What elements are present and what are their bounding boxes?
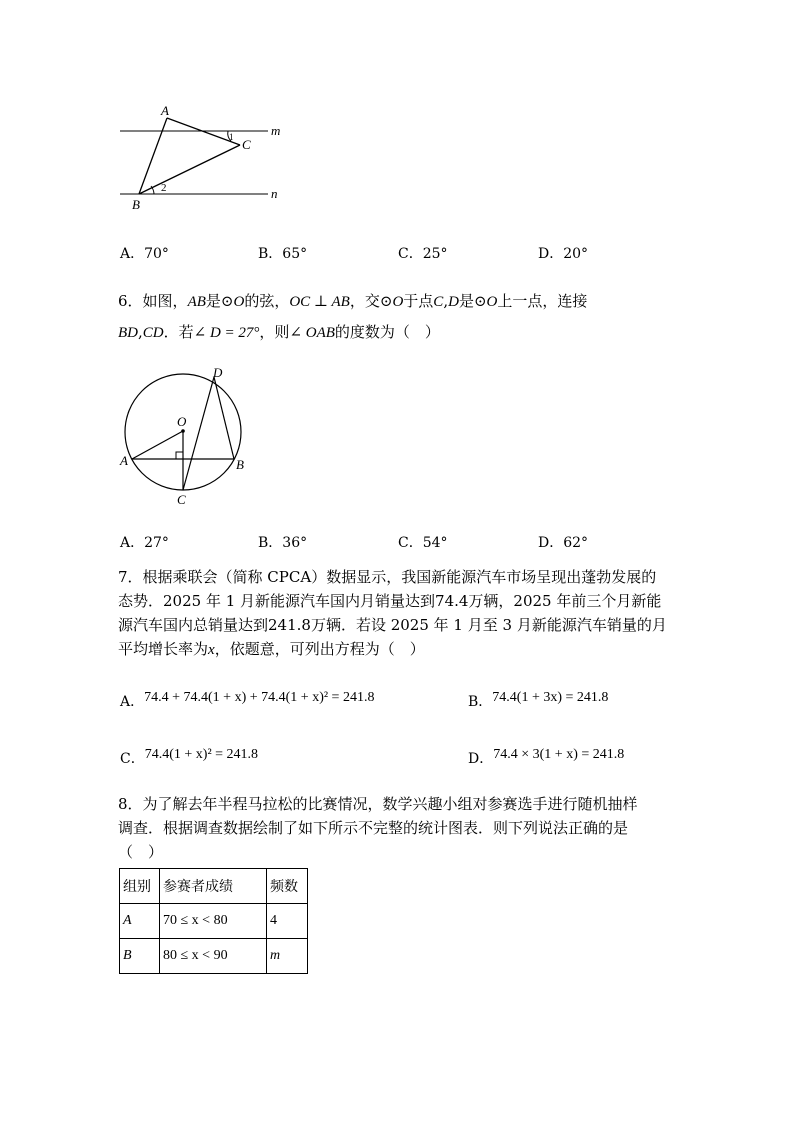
q5-option-c: C．25° <box>398 246 448 262</box>
label-D: D <box>213 365 223 380</box>
figure-circle <box>110 362 260 512</box>
q7-option-a: A．74.4 + 74.4(1 + x) + 74.4(1 + x)² = 241.8 <box>120 690 375 710</box>
table-header-row <box>120 869 308 904</box>
label-m: m <box>271 123 281 138</box>
q7-option-a-expr: 74.4 + 74.4(1 + x) + 74.4(1 + x)² = 241.8 <box>144 690 375 705</box>
right-angle-mark <box>176 452 183 459</box>
q7-stem-line1: 7．根据乘联会（简称 CPCA）数据显示，我国新能源汽车市场呈现出蓬勃发展的 <box>118 568 657 586</box>
label-C: C <box>242 137 251 152</box>
q8-stem-line3: （ ） <box>118 843 164 861</box>
q7-option-d-expr: 74.4 × 3(1 + x) = 241.8 <box>493 747 625 762</box>
q6-option-d: D．62° <box>538 535 589 551</box>
q8-stem-line2: 调查．根据调查数据绘制了如下所示不完整的统计图表．则下列说法正确的是 <box>118 819 629 837</box>
q6-option-b: B．36° <box>258 535 308 551</box>
figure-parallel-lines-triangle <box>110 98 300 218</box>
label-A: A <box>120 453 128 468</box>
header-score: 参赛者成绩 <box>160 869 267 904</box>
circle-dot-symbol: ⊙ <box>220 292 234 310</box>
q6-stem-line1: 6．如图，AB是⊙O的弦，OC ⊥ AB，交⊙O于点C,D是⊙O上一点，连接 <box>118 292 588 310</box>
center-point-O <box>181 429 185 433</box>
q8-stem-line1: 8．为了解去年半程马拉松的比赛情况，数学兴趣小组对参赛选手进行随机抽样 <box>118 795 638 813</box>
cell-group: B <box>120 939 160 974</box>
q7-stem-line3: 源汽车国内总销量达到241.8万辆．若设 2025 年 1 月至 3 月新能源汽车销量的月 <box>118 616 667 634</box>
label-O: O <box>177 414 187 429</box>
q6-option-a: A．27° <box>120 535 169 551</box>
label-C: C <box>177 492 186 507</box>
header-group: 组别 <box>120 869 160 904</box>
cell-score-range: 80 ≤ x < 90 <box>160 939 267 974</box>
cell-frequency: m <box>267 939 308 974</box>
frequency-table <box>119 868 308 974</box>
label-angle-2: 2 <box>161 182 167 194</box>
header-frequency: 频数 <box>267 869 308 904</box>
label-B: B <box>236 457 244 472</box>
q6-number: 6． <box>118 292 143 310</box>
cell-group: A <box>120 904 160 939</box>
table-row <box>120 904 308 939</box>
segment-CD <box>183 377 214 490</box>
q7-option-c: C．74.4(1 + x)² = 241.8 <box>120 747 259 767</box>
q7-option-d: D．74.4 × 3(1 + x) = 241.8 <box>468 747 625 767</box>
table-row <box>120 939 308 974</box>
cell-score-range: 70 ≤ x < 80 <box>160 904 267 939</box>
circle-dot-symbol: ⊙ <box>473 292 487 310</box>
q7-stem-line2: 态势．2025 年 1 月新能源汽车国内月销量达到74.4万辆，2025 年前三个月新能 <box>118 592 662 610</box>
q7-stem-line4: 平均增长率为x，依题意，可列出方程为（ ） <box>118 640 425 658</box>
segment-OA <box>132 431 183 459</box>
segment-BD <box>214 377 234 459</box>
q7-option-c-expr: 74.4(1 + x)² = 241.8 <box>144 747 259 762</box>
q7-option-b-expr: 74.4(1 + 3x) = 241.8 <box>492 690 609 705</box>
circle-dot-symbol: ⊙ <box>379 292 393 310</box>
q5-option-d: D．20° <box>538 246 589 262</box>
q6-option-c: C．54° <box>398 535 448 551</box>
q6-stem-line2: BD,CD．若∠ D = 27°，则∠ OAB的度数为（ ） <box>118 323 440 341</box>
label-n: n <box>271 186 278 201</box>
label-angle-1: 1 <box>229 132 234 142</box>
label-A: A <box>161 103 169 118</box>
q7-option-b: B．74.4(1 + 3x) = 241.8 <box>468 690 609 710</box>
q5-option-b: B．65° <box>258 246 308 262</box>
q5-option-a: A．70° <box>120 246 169 262</box>
label-B: B <box>132 197 140 212</box>
cell-frequency: 4 <box>267 904 308 939</box>
